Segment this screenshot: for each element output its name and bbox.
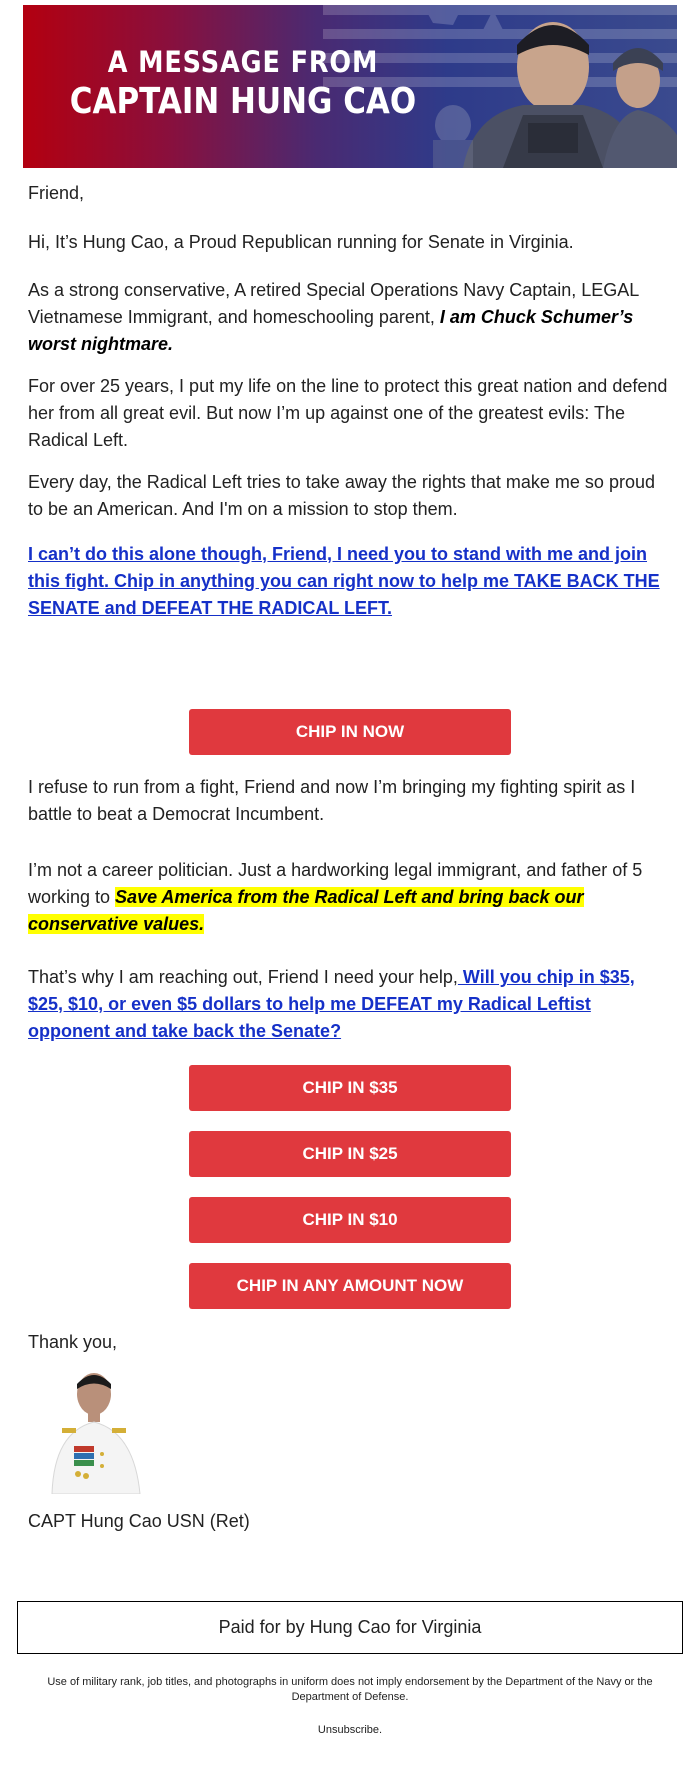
- paragraph-conservative: [28, 277, 668, 358]
- captain-uniform-photo: [44, 1362, 146, 1494]
- chip-in-10-button[interactable]: CHIP IN $10: [189, 1197, 511, 1243]
- paid-for-disclaimer-box: Paid for by Hung Cao for Virginia: [17, 1601, 683, 1654]
- header-banner: [23, 5, 677, 168]
- ask-donate-link[interactable]: Will you chip in $35, $25, $10, or even $5 dollars to help me DEFEAT my Radical Leftist opponent and take back the Senate?: [28, 967, 635, 1041]
- paragraph-appeal: [28, 541, 668, 622]
- chip-in-25-button[interactable]: CHIP IN $25: [189, 1131, 511, 1177]
- paragraph-conservative-text: As a strong conservative, A retired Special Operations Navy Captain, LEGAL Vietnamese Immigrant, and homeschooling parent,: [28, 280, 639, 327]
- schumer-nightmare-emphasis: I am Chuck Schumer’s worst nightmare.: [28, 307, 634, 354]
- paragraph-ask-text: That’s why I am reaching out, Friend I need your help,: [28, 967, 458, 987]
- appeal-donate-link[interactable]: I can’t do this alone though, Friend, I need you to stand with me and join this fight. Chip in anything you can right now to help me TAKE BACK THE SENATE and DEFEAT THE RADICAL LEFT.: [28, 544, 660, 618]
- paragraph-mission: Every day, the Radical Left tries to take away the rights that make me so proud to be an American. And I'm on a mission to stop them.: [28, 472, 655, 519]
- sign-off: Thank you,: [28, 1332, 118, 1352]
- chip-in-35-button[interactable]: CHIP IN $35: [189, 1065, 511, 1111]
- paragraph-career: [28, 857, 668, 938]
- chip-in-any-amount-button[interactable]: CHIP IN ANY AMOUNT NOW: [189, 1263, 511, 1309]
- paragraph-service: For over 25 years, I put my life on the line to protect this great nation and defend her from all great evil. But now I’m up against one of the greatest evils: The Radical Left.: [28, 376, 668, 450]
- chip-in-now-button[interactable]: CHIP IN NOW: [189, 709, 511, 755]
- military-disclaimer: Use of military rank, job titles, and photographs in uniform does not imply endorsement by the Department of the Navy or the Department of Defense.: [47, 1676, 653, 1703]
- paragraph-fight: I refuse to run from a fight, Friend and now I’m bringing my fighting spirit as I battle to beat a Democrat Incumbent.: [28, 777, 636, 824]
- signature-name: CAPT Hung Cao USN (Ret): [28, 1511, 250, 1531]
- banner-title-line2: CAPTAIN HUNG CAO: [69, 81, 417, 122]
- paragraph-intro: Hi, It’s Hung Cao, a Proud Republican running for Senate in Virginia.: [28, 232, 574, 252]
- pilot-image: [603, 48, 677, 168]
- paragraph-career-text: I’m not a career politician. Just a hardworking legal immigrant, and father of 5 working to: [28, 860, 643, 907]
- banner-title-line1: A MESSAGE FROM: [107, 45, 379, 79]
- save-america-highlight: Save America from the Radical Left and bring back our conservative values.: [28, 887, 584, 934]
- paragraph-ask: [28, 964, 668, 1045]
- unsubscribe-link[interactable]: Unsubscribe.: [317, 1724, 383, 1736]
- greeting: Friend,: [28, 183, 85, 203]
